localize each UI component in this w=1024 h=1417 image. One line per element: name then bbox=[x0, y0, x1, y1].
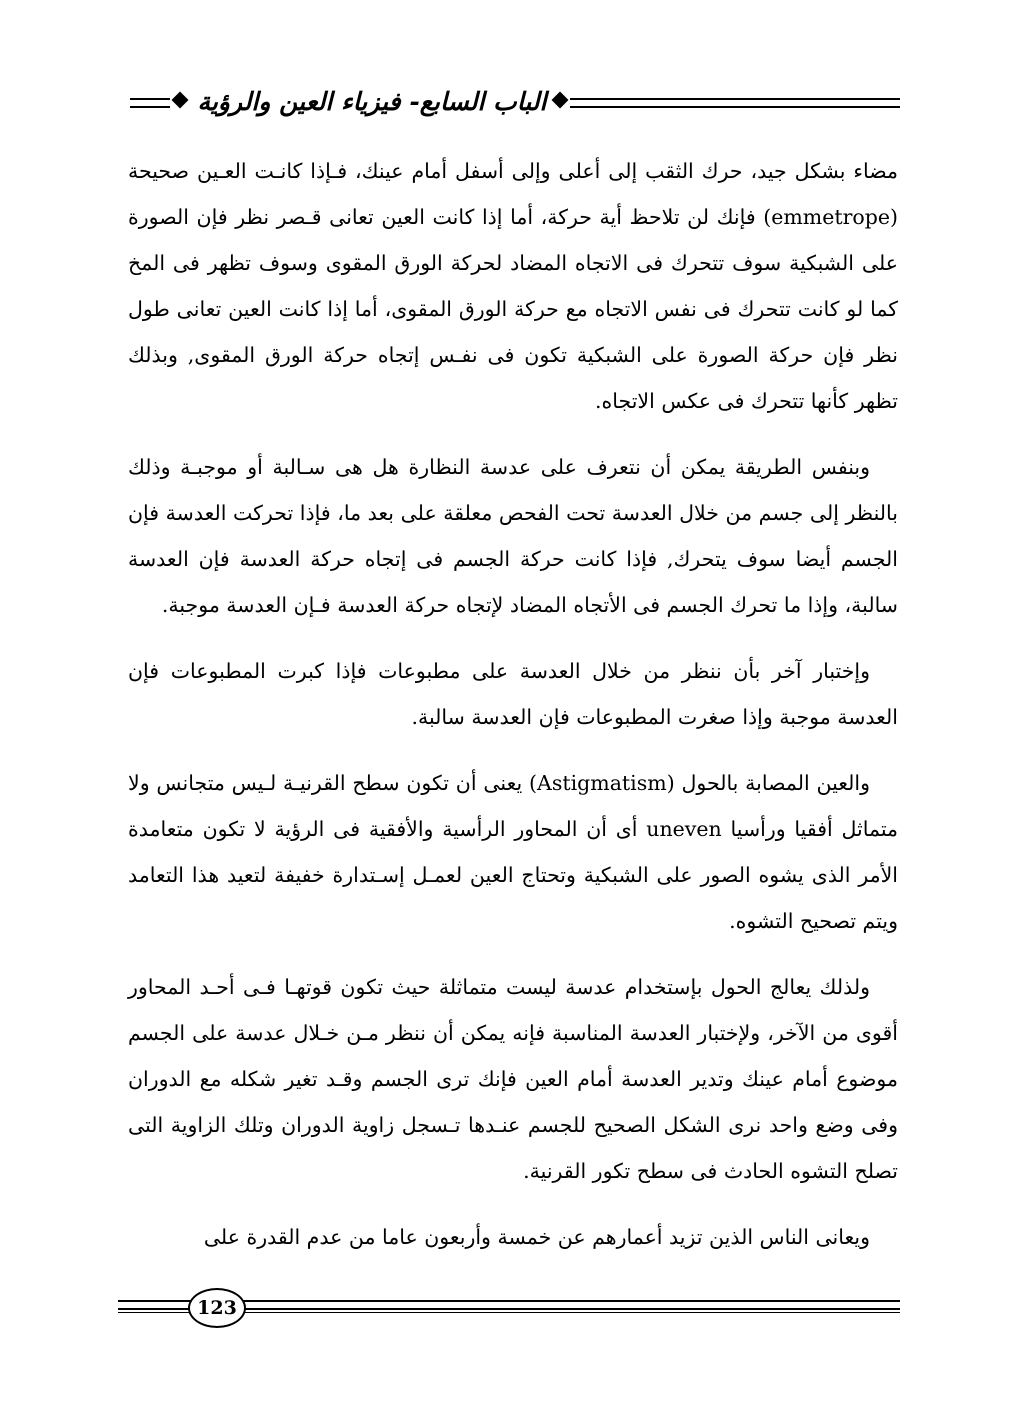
chapter-title: الباب السابع- فيزياء العين والرؤية bbox=[197, 87, 547, 116]
paragraph-6: ويعانى الناس الذين تزيد أعمارهم عن خمسة وأربعون عاما من عدم القدرة على bbox=[203, 1225, 870, 1249]
paragraph-3: وإختبار آخر بأن ننظر من خلال العدسة على مطبوعات فإذا كبرت المطبوعات فإن العدسة موجبة وإذا صغرت المطبوعات فإن العدسة سالبة. bbox=[128, 659, 898, 729]
paragraph-5: ولذلك يعالج الحول بإستخدام عدسة ليست متماثلة حيث تكون قوتهـا فـى أحـد المحاور أقوى من الآخر، ولإختبار العدسة المناسبة فإنه يمكن أن ننظر مـن خـلال عدسة على الجسم موضوع أمام عينك وتدير العدسة أمام العين فإنك ترى الجسم وقـد تغير شكله مع الدوران وفى وضع واحد نرى الشكل الصحيح للجسم عنـدها تـسجل زاوية الدوران وتلك الزاوية التى تصلح التشوه الحادث فى سطح تكور القرنية. bbox=[128, 975, 898, 1183]
page-header bbox=[130, 84, 900, 124]
paragraph-2: وبنفس الطريقة يمكن أن نتعرف على عدسة النظارة هل هى سـالبة أو موجبـة وذلك بالنظر إلى جسم من خلال العدسة تحت الفحص معلقة على بعد ما، فإذا تحركت العدسة فإن الجسم أيضا سوف يتحرك, فإذا كانت حركة الجسم فى إتجاه حركة العدسة فإن العدسة سالبة، وإذا ما تحرك الجسم فى الأتجاه المضاد لإتجاه حركة العدسة فـإن العدسة موجبة. bbox=[128, 455, 898, 617]
page-number: 123 bbox=[188, 1288, 246, 1328]
paragraph-4: والعين المصابة بالحول (Astigmatism) يعنى أن تكون سطح القرنيـة لـيس متجانس ولا متماثل أفقيا ورأسيا uneven أى أن المحاور الرأسية والأفقية فى الرؤية لا تكون متعامدة الأمر الذى يشوه الصور على الشبكية وتحتاج العين لعمـل إسـتدارة خفيفة لتعيد هذا التعامد ويتم تصحيح التشوه. bbox=[128, 771, 898, 933]
header-rule-left bbox=[130, 98, 170, 108]
header-rule-right bbox=[570, 98, 900, 108]
header-diamond-left bbox=[172, 92, 189, 109]
paragraph-1: مضاء بشكل جيد، حرك الثقب إلى أعلى وإلى أسفل أمام عينك، فـإذا كانـت العـين صحيحة (emmetrope) فإنك لن تلاحظ أية حركة، أما إذا كانت العين تعانى قـصر نظر فإن الصورة على الشبكية سوف تتحرك فى الاتجاه المضاد لحركة الورق المقوى وسوف تظهر فى المخ كما لو كانت تتحرك فى نفس الاتجاه مع حركة الورق المقوى، أما إذا كانت العين تعانى طول نظر فإن حركة الصورة على الشبكية تكون فى نفـس إتجاه حركة الورق المقوى, وبذلك تظهر كأنها تتحرك فى عكس الاتجاه. bbox=[128, 159, 898, 413]
header-diamond-right bbox=[552, 92, 569, 109]
page-body bbox=[128, 148, 898, 1280]
page-footer bbox=[118, 1288, 900, 1332]
